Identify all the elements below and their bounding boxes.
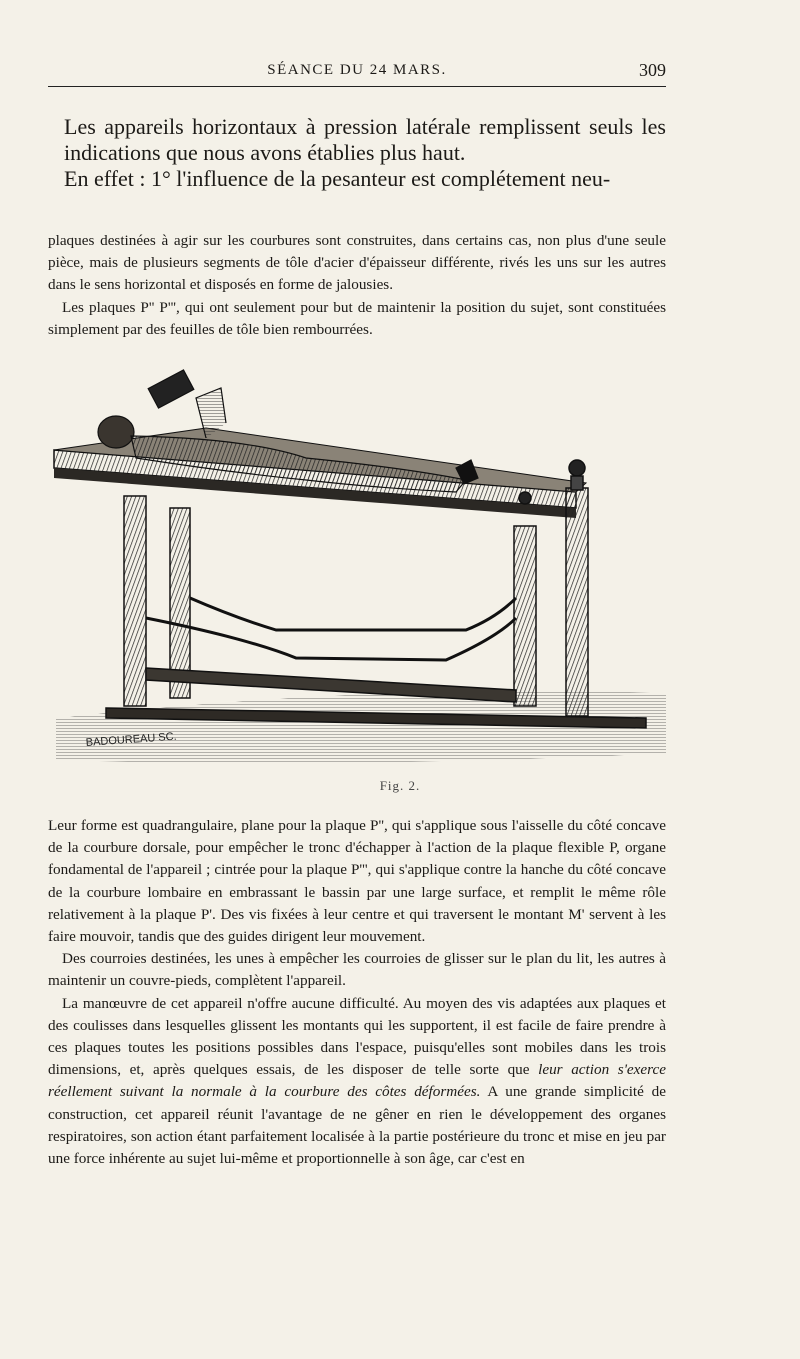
page-number: 309 [639, 60, 666, 80]
text-block-upper [48, 230, 666, 341]
paragraph-plaques-rembourrees: Les plaques P'' P''', qui ont seulement pour but de maintenir la position du sujet, sont constituées simplement par des feuilles de tôle bien rembourrées. [48, 298, 666, 338]
figure-caption: Fig. 2. [379, 778, 421, 793]
paragraph-courroies: Des courroies destinées, les unes à empêcher les courroies de glisser sur le plan du lit, les autres à maintenir un couvre-pieds, complètent l'appareil. [48, 950, 666, 990]
running-head: SÉANCE DU 24 MARS. [267, 62, 447, 78]
lead-line-2: En effet : 1° l'influence de la pesanteur est complétement neu- [64, 166, 611, 191]
lead-paragraph [64, 114, 666, 192]
paragraph-forme-quadrangulaire: Leur forme est quadrangulaire, plane pour la plaque P'', qui s'applique sous l'aisselle du côté concave de la courbure dorsale, pour empêcher le tronc d'échapper à l'action de la plaque flexible P, organe fondamental de l'appareil ; cintrée pour la plaque P''', qui s'applique contre la hanche du côté concave de la courbure lombaire en embrassant le bassin par une large surface, et remplit le même rôle relativement à la plaque P'. Des vis fixées à leur centre et qui traversent le montant M' servent à les faire mouvoir, tandis que des guides dirigent leur mouvement. [48, 817, 666, 946]
manoeuvre-italic-phrase: leur action s'exerce réellement suivant la normale à la courbure des côtes déformées. [48, 1061, 666, 1101]
paragraph-plaques-jalousies: plaques destinées à agir sur les courbures sont construites, dans certains cas, non plus d'une seule pièce, mais de plusieurs segments de tôle d'acier d'épaisseur différente, rivés les uns sur les autres dans le sens horizontal et disposés en forme de jalousies. [48, 232, 666, 294]
text-block-lower [48, 815, 666, 1170]
lead-line-1: Les appareils horizontaux à pression latérale remplissent seuls les indications que nous avons établies plus haut. [64, 114, 666, 165]
paragraph-manoeuvre [48, 993, 666, 1171]
manoeuvre-text-end: A une grande simplicité de construction, cet appareil réunit l'avantage de ne gêner en rien le développement des organes respiratoires, son action étant parfaitement localisée à la partie postérieure du tronc et mise en jeu par une force inhérente au sujet lui-même et proportionnelle à son âge, car c'est en [48, 1083, 666, 1168]
manoeuvre-text-start: La manœuvre de cet appareil n'offre aucune difficulté. Au moyen des vis adaptées aux plaques et des coulisses dans lesquelles glissent les montants qui les supportent, il est facile de faire prendre à ces plaques toutes les positions possibles dans l'espace, puisqu'elles sont mobiles dans les trois dimensions, et, après quelques essais, de les disposer de telle sorte que [48, 994, 666, 1079]
engraver-signature: BADOUREAU SC. [85, 730, 178, 749]
figure-orthopedic-bed-illustration [46, 368, 670, 768]
engraving-illustration [46, 368, 670, 768]
page-header [48, 62, 666, 87]
